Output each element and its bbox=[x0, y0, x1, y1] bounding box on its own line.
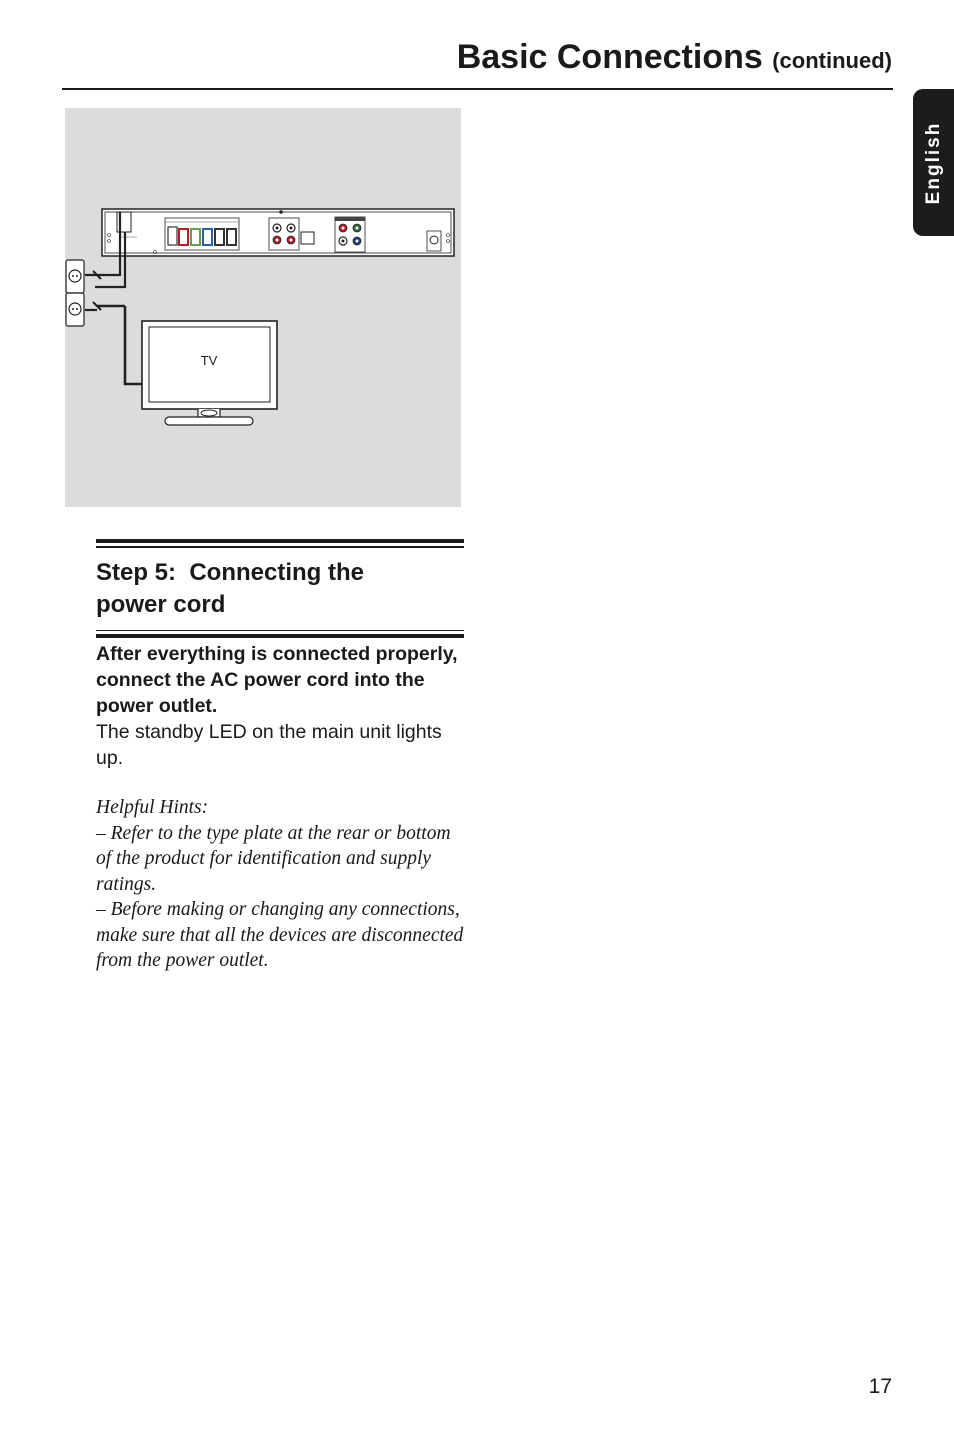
result-text: The standby LED on the main unit lights up. bbox=[96, 721, 442, 769]
wall-outlet bbox=[66, 260, 84, 326]
page-number: 17 bbox=[868, 1375, 892, 1398]
tv-label: TV bbox=[200, 353, 218, 368]
language-tab bbox=[913, 89, 954, 236]
instruction-text: After everything is connected properly, connect the AC power cord into the power outlet. bbox=[96, 643, 458, 717]
hint-item: – Refer to the type plate at the rear or bottom of the product for identification and supply ratings. bbox=[96, 822, 451, 895]
connection-figure bbox=[65, 108, 461, 507]
page-title-continued: (continued) bbox=[772, 48, 892, 73]
page-title-main: Basic Connections bbox=[456, 38, 763, 76]
step-title: Step 5: Connecting the power cord bbox=[96, 558, 365, 618]
language-tab-label: English bbox=[922, 121, 944, 204]
step-body bbox=[96, 641, 466, 771]
header-rule bbox=[62, 88, 893, 90]
heading-rule-bottom bbox=[96, 634, 464, 638]
hint-item: – Before making or changing any connections, make sure that all the devices are disconnected from the power outlet. bbox=[96, 899, 464, 971]
heading-rule-top-thin bbox=[96, 546, 464, 548]
main-unit-rear-panel bbox=[102, 209, 454, 256]
heading-rule-bottom-thin bbox=[96, 630, 464, 632]
step-heading-block bbox=[96, 539, 464, 638]
helpful-hints bbox=[96, 795, 466, 974]
page-title bbox=[457, 38, 892, 77]
tv-drawing bbox=[142, 321, 277, 425]
hints-title: Helpful Hints: bbox=[96, 797, 209, 818]
connection-diagram bbox=[65, 108, 461, 507]
heading-rule-top bbox=[96, 539, 464, 543]
